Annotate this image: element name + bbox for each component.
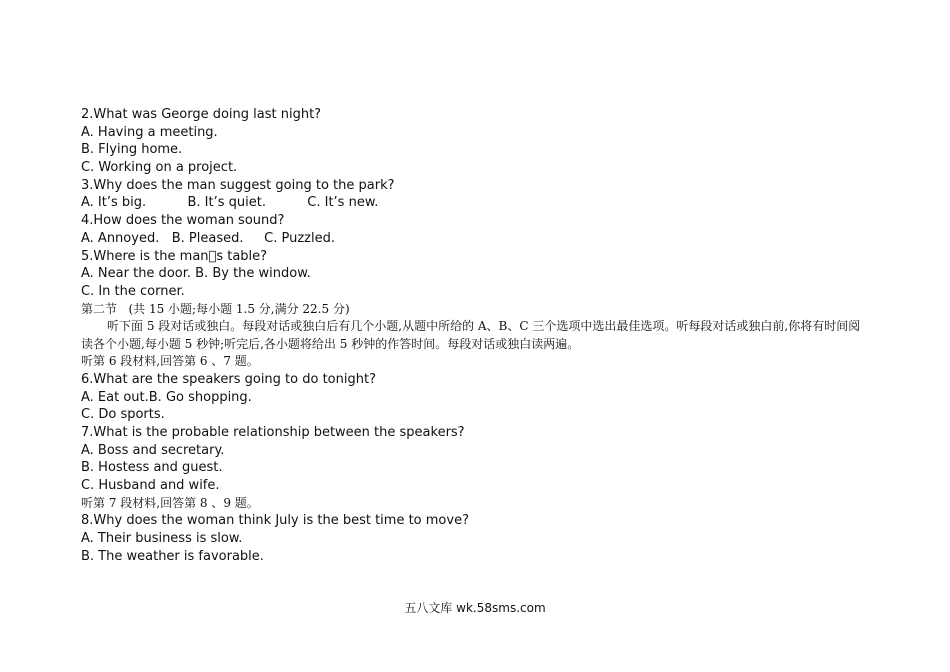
question-4: 4.How does the woman sound?: [81, 213, 285, 229]
option-2c: C. Working on a project.: [81, 160, 238, 176]
option-6c: C. Do sports.: [81, 407, 165, 423]
question-5: 5.Where is the man s table?: [81, 248, 268, 264]
question-7: 7.What is the probable relationship between the speakers?: [81, 425, 465, 440]
material7-heading: 听第 7 段材料,回答第 8 、9 题。: [81, 495, 259, 510]
option-2a: A. Having a meeting.: [81, 124, 218, 140]
question-2: 2.What was George doing last night?: [81, 107, 322, 122]
option-8b: B. The weather is favorable.: [81, 548, 264, 564]
options-6ab: A. Eat out.B. Go shopping.: [81, 389, 252, 405]
section2-instructions: 听下面 5 段对话或独白。每段对话或独白后有几个小题,从题中所给的 A、B、C 三个选项中选出最佳选项。听每段对话或独白前,你将有时间阅读各个小题,每小题 5 秒钟;听完后,各小题将给出 5 秒钟的作答时间。每段对话或独白读两遍。: [81, 319, 861, 351]
document-body: [81, 106, 881, 566]
option-7c: C. Husband and wife.: [81, 478, 220, 494]
options-3: A. It’s big. B. It’s quiet. C. It’s new.: [81, 195, 379, 211]
option-7a: A. Boss and secretary.: [81, 442, 225, 458]
question-8: 8.Why does the woman think July is the best time to move?: [81, 513, 469, 529]
question-3: 3.Why does the man suggest going to the park?: [81, 177, 395, 193]
option-2b: B. Flying home.: [81, 142, 183, 158]
section2-heading: 第二节 (共 15 小题;每小题 1.5 分,满分 22.5 分): [81, 301, 350, 316]
options-5ab: A. Near the door. B. By the window.: [81, 266, 311, 282]
option-8a: A. Their business is slow.: [81, 531, 243, 547]
question-6: 6.What are the speakers going to do tonight?: [81, 371, 376, 387]
option-5c: C. In the corner.: [81, 283, 185, 299]
material6-heading: 听第 6 段材料,回答第 6 、7 题。: [81, 354, 259, 369]
option-7b: B. Hostess and guest.: [81, 460, 223, 476]
footer-watermark: 五八文库 wk.58sms.com: [404, 601, 546, 615]
options-4: A. Annoyed. B. Pleased. C. Puzzled.: [81, 230, 335, 246]
